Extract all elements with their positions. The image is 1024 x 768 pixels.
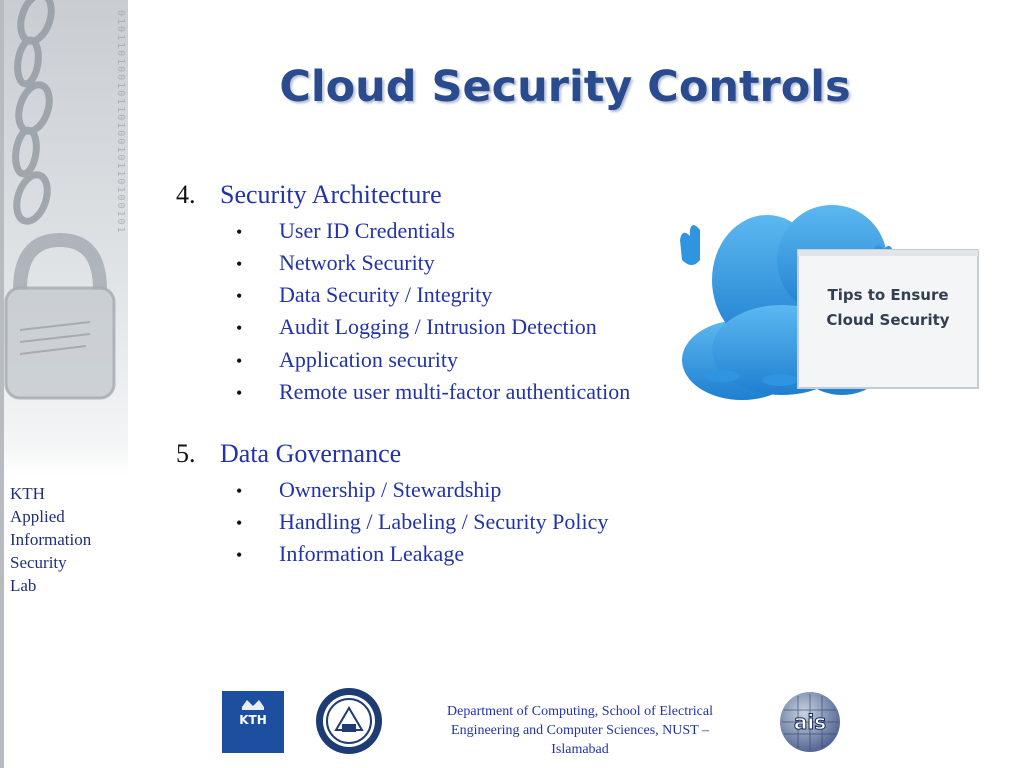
section-security-architecture xyxy=(176,180,442,210)
lab-line: Applied xyxy=(10,507,65,526)
footer-line: Engineering and Computer Sciences, NUST – xyxy=(451,723,709,738)
section-heading: Data Governance xyxy=(220,439,402,468)
kth-logo-text: KTH xyxy=(239,713,267,727)
bullet-icon: • xyxy=(236,383,243,403)
list-item-text: Network Security xyxy=(279,250,435,275)
lab-line: KTH xyxy=(10,484,45,503)
sign-line-1: Tips to Ensure xyxy=(827,286,949,304)
footer-line: Islamabad xyxy=(551,742,609,757)
ais-logo-text: ais xyxy=(793,710,827,734)
lab-label xyxy=(10,482,91,597)
lab-line: Lab xyxy=(10,576,37,595)
section-number: 4. xyxy=(176,180,196,209)
list-item-text: Remote user multi-factor authentication xyxy=(279,379,631,404)
section-heading: Security Architecture xyxy=(220,180,442,209)
slide-title: Cloud Security Controls xyxy=(279,62,851,112)
ais-logo-icon xyxy=(778,690,842,754)
section-data-governance xyxy=(176,439,401,469)
list-item xyxy=(236,218,455,244)
list-item xyxy=(236,314,597,340)
list-item-text: Audit Logging / Intrusion Detection xyxy=(279,314,597,339)
thumbs-up-icon xyxy=(680,225,700,265)
binary-decoration: 0101101001011010010110100101 xyxy=(115,10,126,235)
cloud-foot xyxy=(762,374,798,386)
list-item-text: User ID Credentials xyxy=(279,218,455,243)
bullet-icon: • xyxy=(236,481,243,501)
kth-logo xyxy=(222,691,284,753)
list-item-text: Handling / Labeling / Security Policy xyxy=(279,509,609,534)
bullet-icon: • xyxy=(236,222,243,242)
list-item xyxy=(236,347,458,373)
lab-line: Security xyxy=(10,553,67,572)
chain-icon xyxy=(6,0,76,260)
list-item xyxy=(236,282,492,308)
list-item xyxy=(236,250,435,276)
lab-line: Information xyxy=(10,530,92,549)
section-number: 5. xyxy=(176,439,196,468)
footer-department xyxy=(410,702,750,759)
list-item xyxy=(236,477,501,503)
list-item-text: Data Security / Integrity xyxy=(279,282,493,307)
bullet-icon: • xyxy=(236,513,243,533)
bullet-icon: • xyxy=(236,254,243,274)
list-item xyxy=(236,379,630,405)
cloud-mascot-illustration xyxy=(672,200,992,400)
bullet-icon: • xyxy=(236,318,243,338)
bullet-icon: • xyxy=(236,545,243,565)
list-item-text: Ownership / Stewardship xyxy=(279,477,502,502)
cloud-foot xyxy=(704,370,740,382)
footer-line: Department of Computing, School of Electrical xyxy=(447,704,713,719)
list-item-text: Application security xyxy=(279,347,459,372)
list-item xyxy=(236,509,608,535)
sign-line-2: Cloud Security xyxy=(826,311,950,329)
nust-emblem-icon xyxy=(314,686,384,756)
tips-sign-edge xyxy=(798,250,978,256)
list-item xyxy=(236,541,464,567)
bullet-icon: • xyxy=(236,351,243,371)
list-item-text: Information Leakage xyxy=(279,541,465,566)
bullet-icon: • xyxy=(236,286,243,306)
padlock-icon xyxy=(0,230,118,410)
